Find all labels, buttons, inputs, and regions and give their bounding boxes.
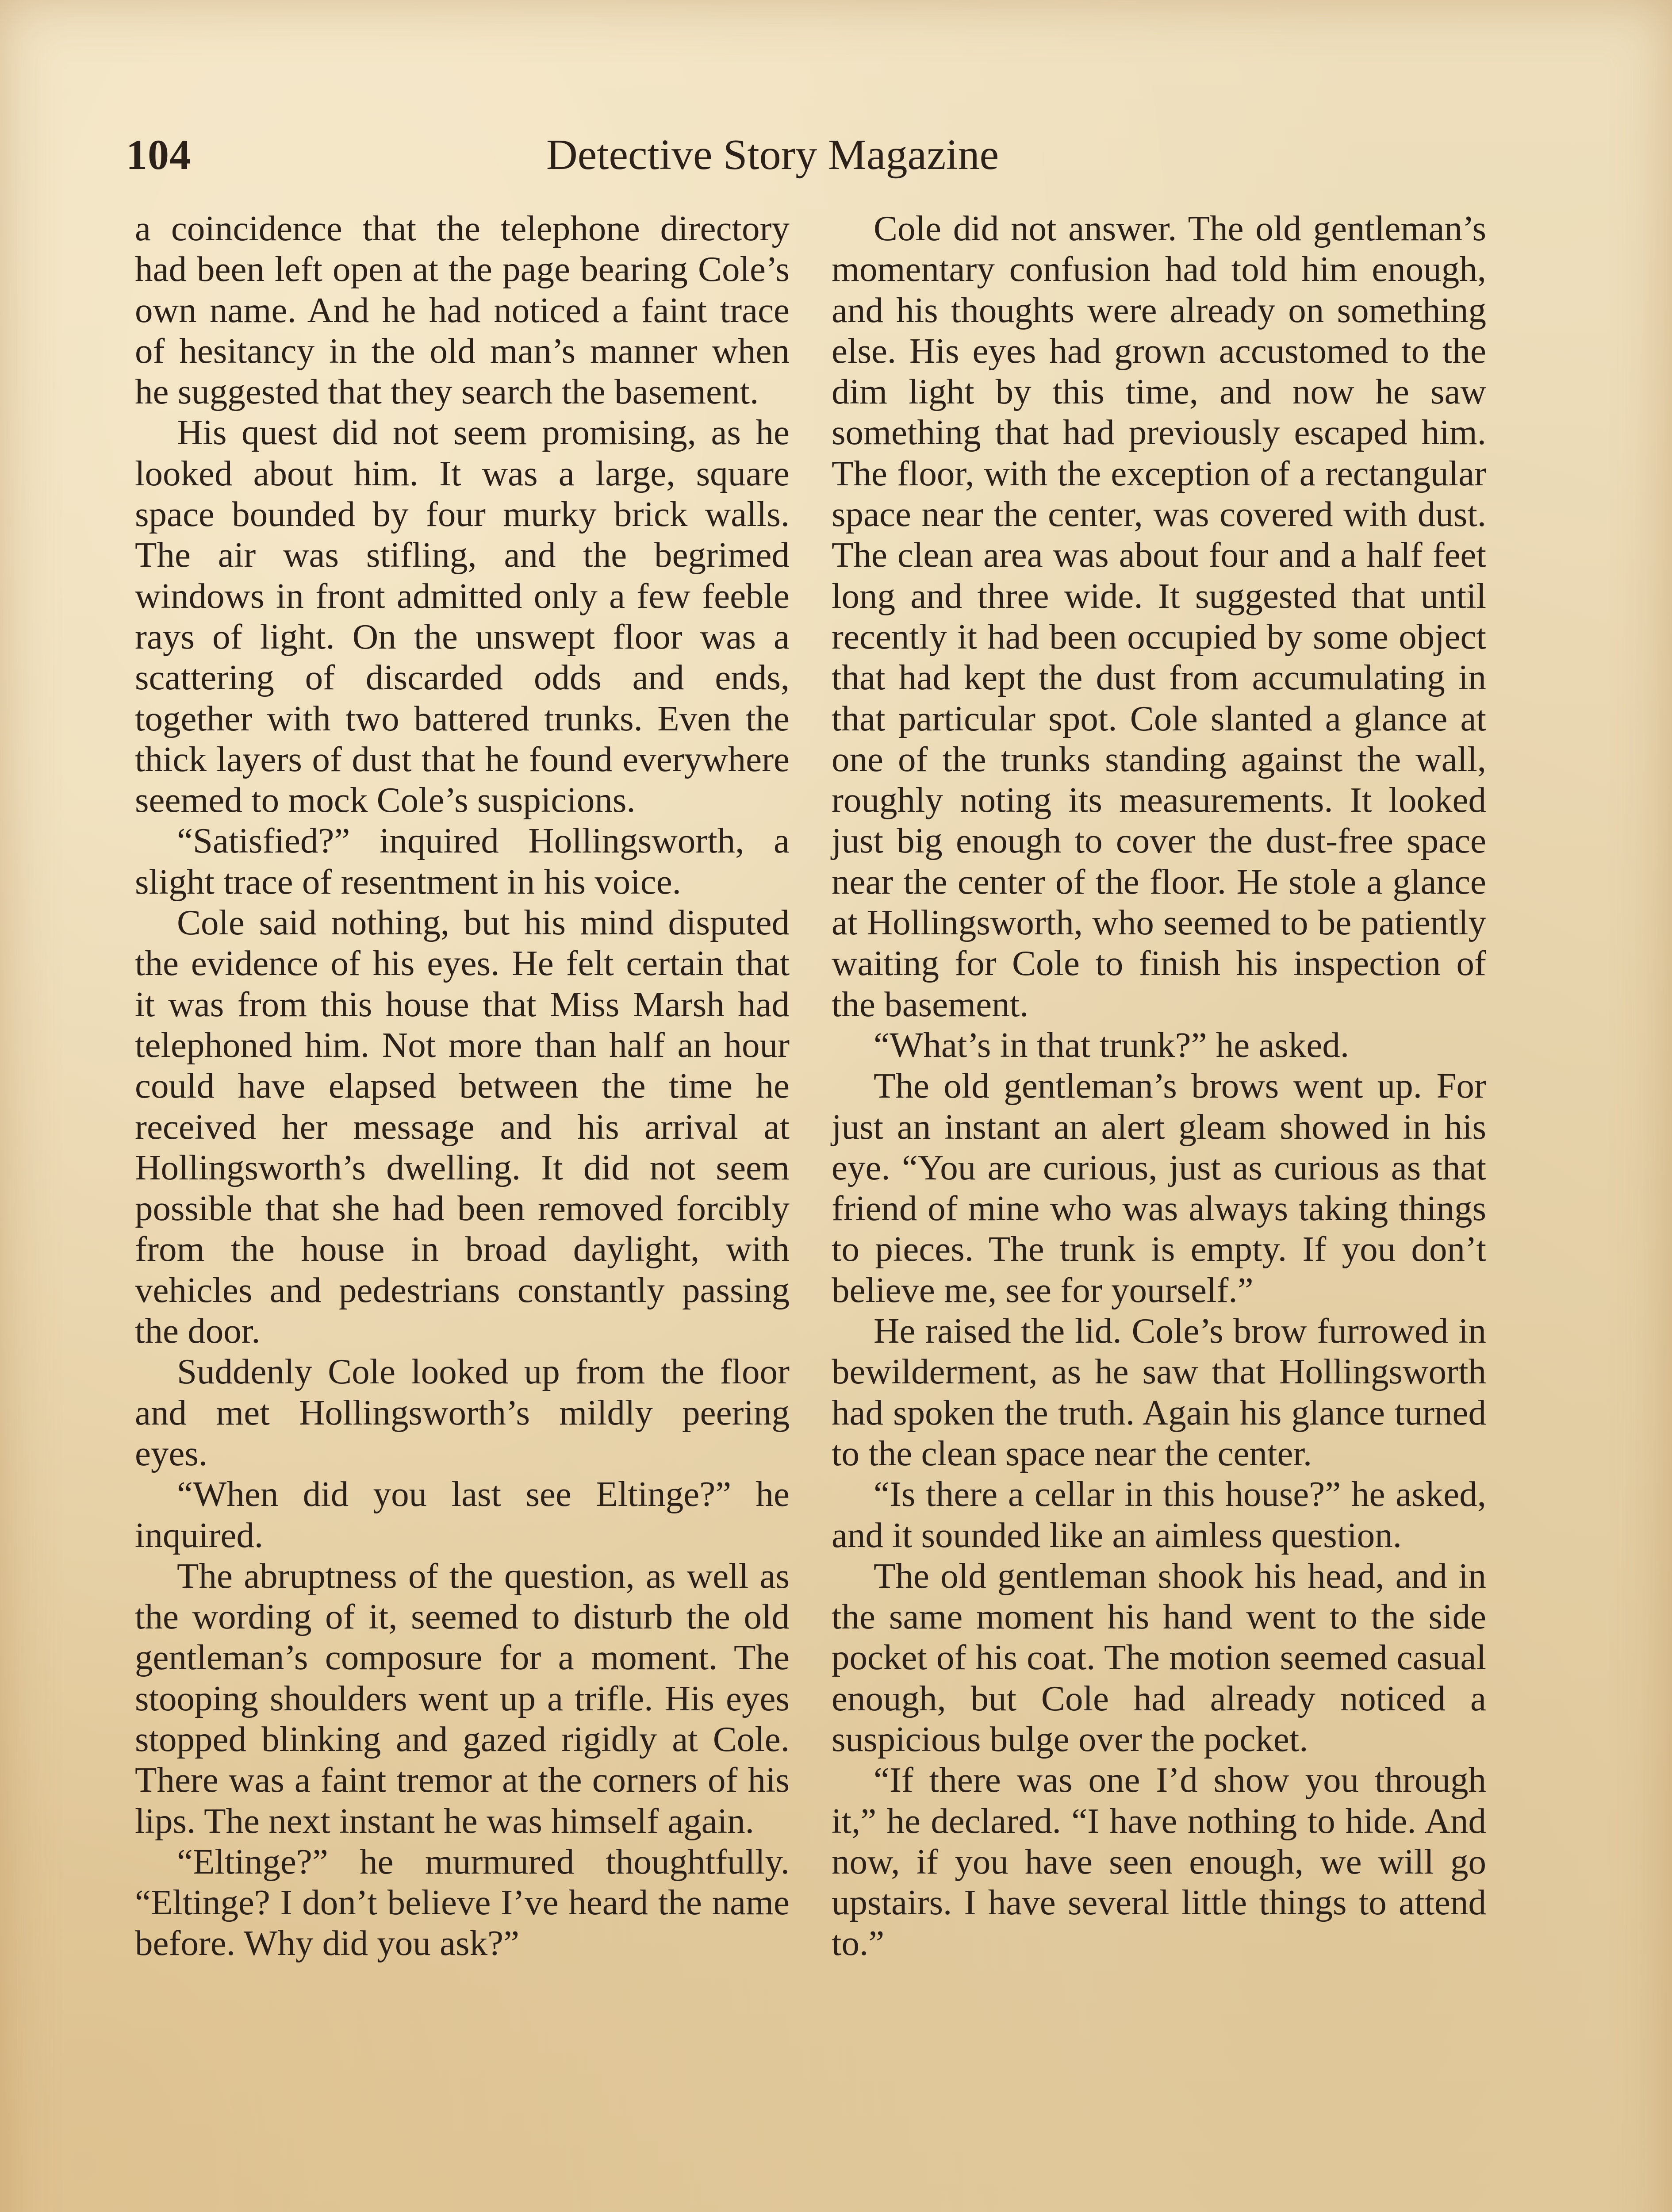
paragraph: His quest did not seem promising, as he looked about him. It was a large, square space bounded by four murky brick walls. The air was stifling, and the begrimed windows in front admitted only a few feeble rays of light. On the unswept floor was a scattering of discarded odds and ends, together with two battered trunks. Even the thick layers of dust that he found everywhere seemed to mock Cole’s suspicions. [135, 412, 790, 820]
paragraph: “Satisfied?” inquired Hollingsworth, a slight trace of resentment in his voice. [135, 821, 790, 902]
paragraph: “If there was one I’d show you through it,” he declared. “I have nothing to hide. And now, if you have seen enough, we will go upstairs. I have several little things to attend to.” [832, 1760, 1486, 1963]
paragraph: “Eltinge?” he murmured thoughtfully. “Eltinge? I don’t believe I’ve heard the name before. Why did you ask?” [135, 1841, 790, 1963]
paragraph: The old gentleman’s brows went up. For just an instant an alert gleam showed in his eye. “You are curious, just as curious as that friend of mine who was always taking things to pieces. The trunk is empty. If you don’t believe me, see for yourself.” [832, 1066, 1486, 1310]
left-column [135, 208, 790, 1964]
paragraph: Cole said nothing, but his mind disputed the evidence of his eyes. He felt certain that it was from this house that Miss Marsh had telephoned him. Not more than half an hour could have elapsed between the time he received her message and his arrival at Hollingsworth’s dwelling. It did not seem possible that she had been removed forcibly from the house in broad daylight, with vehicles and pedestrians constantly passing the door. [135, 902, 790, 1351]
paragraph: Suddenly Cole looked up from the floor and met Hollingsworth’s mildly peering eyes. [135, 1352, 790, 1473]
paragraph: “What’s in that trunk?” he asked. [874, 1025, 1350, 1065]
paragraph: Cole did not answer. The old gentleman’s momentary confusion had told him enough, and his thoughts were already on something else. His eyes had grown accustomed to the dim light by this time, and now he saw something that had previously escaped him. The floor, with the exception of a rectangular space near the center, was covered with dust. The clean area was about four and a half feet long and three wide. It suggested that until recently it had been occupied by some object that had kept the dust from accumulating in that particular spot. Cole slanted a glance at one of the trunks standing against the wall, roughly noting its measurements. It looked just big enough to cover the dust-free space near the center of the floor. He stole a glance at Hollingsworth, who seemed to be patiently waiting for Cole to finish his inspection of the basement. [832, 208, 1486, 1024]
paragraph: He raised the lid. Cole’s brow furrowed in bewilderment, as he saw that Hollingsworth had spoken the truth. Again his glance turned to the clean space near the center. [832, 1311, 1486, 1473]
paragraph: a coincidence that the telephone directory had been left open at the page bearing Cole’s own name. And he had noticed a faint trace of hesitancy in the old man’s manner when he suggested that they search the basement. [135, 208, 790, 412]
paragraph: The old gentleman shook his head, and in the same moment his hand went to the side pocket of his coat. The motion seemed casual enough, but Cole had already noticed a suspicious bulge over the pocket. [832, 1555, 1486, 1759]
paragraph: The abruptness of the question, as well as the wording of it, seemed to disturb the old gentleman’s composure for a moment. The stooping shoulders went up a trifle. His eyes stopped blinking and gazed rigidly at Cole. There was a faint tremor at the corners of his lips. The next instant he was himself again. [135, 1555, 790, 1841]
page-header [126, 124, 1506, 186]
page-number: 104 [126, 131, 191, 178]
right-column [832, 208, 1486, 1964]
running-title: Detective Story Magazine [546, 131, 999, 179]
paragraph: “When did you last see Eltinge?” he inquired. [135, 1474, 790, 1555]
paragraph: “Is there a cellar in this house?” he asked, and it sounded like an aimless question. [832, 1474, 1486, 1555]
